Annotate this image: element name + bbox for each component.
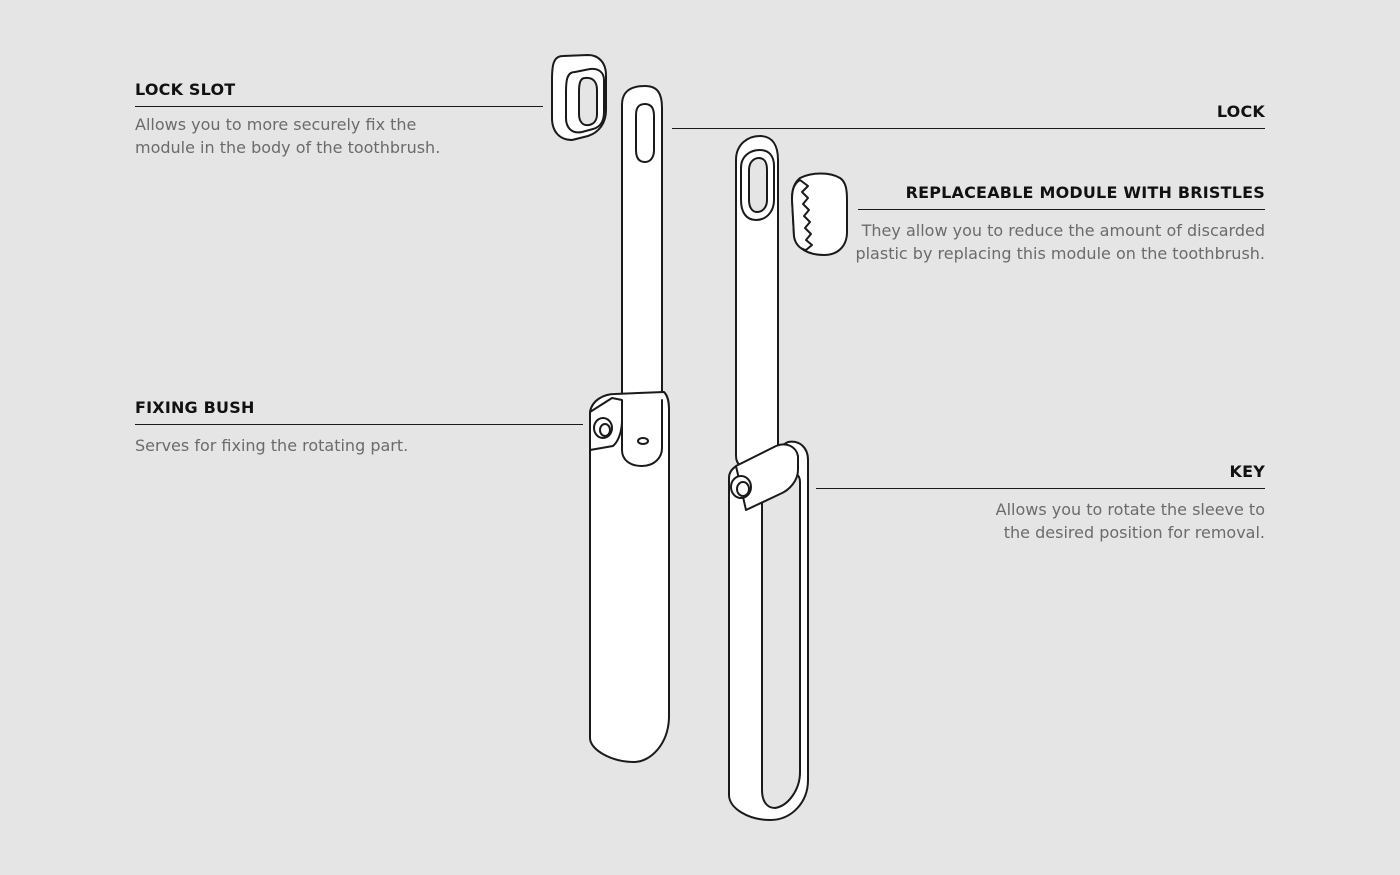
lock-slot-part xyxy=(552,55,606,140)
key-title: KEY xyxy=(1229,462,1265,481)
lock-slot-description xyxy=(135,113,440,159)
lock-slot-title: LOCK SLOT xyxy=(135,80,236,99)
module-description xyxy=(855,219,1265,265)
fixing-bush-description xyxy=(135,434,408,457)
module-title: REPLACEABLE MODULE WITH BRISTLES xyxy=(905,183,1265,202)
fixing-bush-description-line: Serves for fixing the rotating part. xyxy=(135,436,409,455)
fixing-bush-leader xyxy=(135,424,583,425)
module-description-line: They allow you to reduce the amount of discarded xyxy=(861,221,1265,240)
lock-slot-leader xyxy=(135,106,543,107)
lock-title: LOCK xyxy=(1216,102,1265,121)
key-description-line: the desired position for removal. xyxy=(1003,523,1265,542)
lock-slot-description-line: Allows you to more securely fix the xyxy=(135,115,417,134)
module-description-line: plastic by replacing this module on the toothbrush. xyxy=(855,244,1265,263)
module-leader xyxy=(858,209,1265,210)
fixing-bush-title: FIXING BUSH xyxy=(135,398,255,417)
key-description-line: Allows you to rotate the sleeve to xyxy=(995,500,1265,519)
key-leader xyxy=(816,488,1265,489)
left-toothbrush xyxy=(590,86,669,762)
lock-leader xyxy=(672,128,1265,129)
key-description xyxy=(996,498,1265,544)
lock-slot-description-line: module in the body of the toothbrush. xyxy=(135,138,441,157)
bristle-module-part xyxy=(792,174,847,256)
